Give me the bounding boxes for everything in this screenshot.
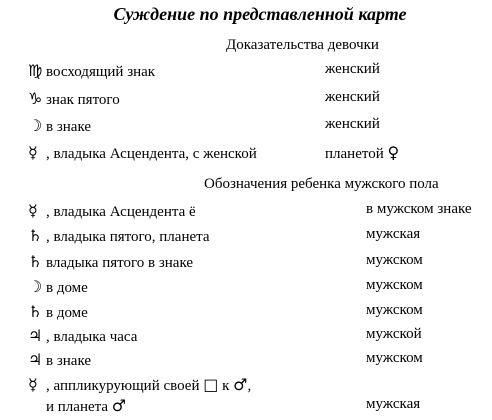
jupiter-icon: ♃ [28, 350, 43, 369]
list-item: ♄ в доме мужском [28, 302, 423, 321]
section-heading-boy: Обозначения ребенка мужского пола [204, 176, 439, 192]
list-item: ♄ , владыка пятого, планета мужская [28, 226, 421, 245]
section-heading-girl: Доказательства девочки [226, 37, 379, 53]
list-item: ♃ в знаке мужском [28, 350, 423, 369]
list-item: ♍ восходящий знак женский [28, 61, 380, 80]
moon-icon: ☽ [28, 116, 43, 135]
mercury-icon: ☿ [28, 143, 38, 162]
document-title: Суждение по представленной карте [113, 4, 407, 24]
list-item: ☽ в доме мужском [28, 277, 423, 296]
moon-icon: ☽ [28, 277, 43, 296]
list-item: ☿ , владыка Асцендента ё в мужском знаке [28, 201, 472, 220]
saturn-icon: ♄ [28, 302, 43, 321]
mercury-icon: ☿ [28, 201, 38, 220]
list-item: ☽ в знаке женский [28, 116, 380, 135]
list-item: ♄ владыка пятого в знаке мужском [28, 252, 423, 271]
virgo-icon: ♍ [28, 61, 43, 80]
list-item: ☿ , владыка Асцендента, с женской планетой ♀ [28, 143, 400, 162]
square-aspect-icon: □ [203, 375, 219, 394]
mercury-icon: ☿ [28, 375, 38, 394]
mars-icon: ♂ [233, 375, 248, 394]
list-item: ♑ знак пятого женский [28, 89, 380, 108]
mars-icon: ♂ [111, 396, 127, 415]
list-item: ♃ , владыка часа мужской [28, 326, 422, 345]
saturn-icon: ♄ [28, 252, 43, 271]
list-item: и планета ♂ мужская [46, 396, 421, 415]
jupiter-icon: ♃ [28, 326, 43, 345]
list-item: ☿ , аппликурующий своей □ к ♂, [28, 375, 252, 394]
venus-icon: ♀ [387, 143, 400, 162]
saturn-icon: ♄ [28, 226, 43, 245]
capricorn-icon: ♑ [28, 89, 43, 108]
